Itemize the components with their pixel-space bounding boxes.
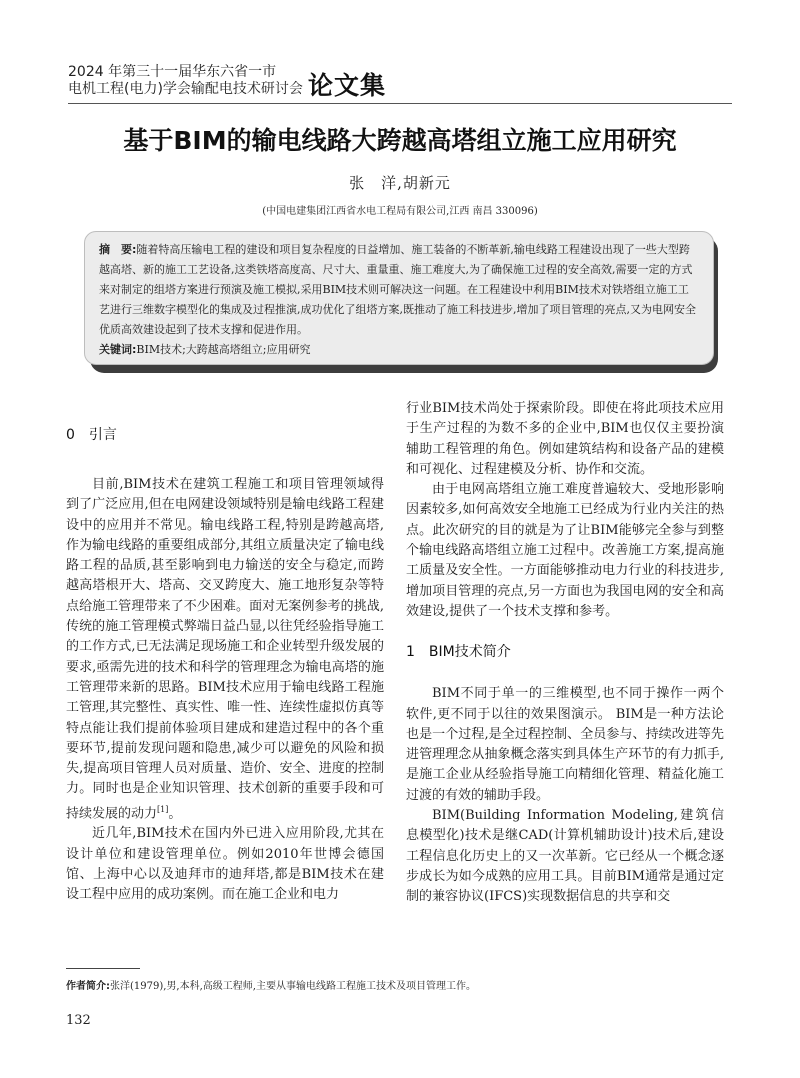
page-number: 132 bbox=[66, 1013, 91, 1028]
author-footnote bbox=[66, 977, 746, 992]
keywords-label: 关键词: bbox=[99, 343, 137, 356]
paper-title: 基于BIM的输电线路大跨越高塔组立施工应用研究 bbox=[123, 126, 677, 155]
left-column bbox=[66, 399, 384, 906]
body-paragraph: 近几年,BIM技术在国内外已进入应用阶段,尤其在设计单位和建设管理单位。例如2010年世博会德国馆、上海中心以及迪拜市的迪拜塔,都是BIM技术在建设工程中应用的成功案例。而在施工企业和电力 bbox=[66, 826, 384, 903]
abstract-box bbox=[84, 231, 714, 365]
footnote-label: 作者简介: bbox=[66, 981, 110, 992]
conference-line-2: 电机工程(电力)学会输配电技术研讨会 bbox=[68, 81, 303, 97]
body-paragraph: 行业BIM技术尚处于探索阶段。即使在将此项技术应用于生产过程的为数不多的企业中,BIM也仅仅主要扮演辅助工程管理的角色。例如建筑结构和设备产品的建模和可视化、过程建模及分析、协作和交流。 bbox=[406, 401, 724, 477]
paragraph-end: 。 bbox=[168, 806, 182, 822]
conference-name bbox=[68, 64, 303, 98]
section-heading-introduction: 0 引言 bbox=[66, 427, 117, 443]
keywords-line bbox=[99, 340, 699, 360]
paragraph-text: 目前,BIM技术在建筑工程施工和项目管理领域得到了广泛应用,但在电网建设领域特别是输电线路工程建设中的应用并不常见。输电线路工程,特别是跨越高塔,作为输电线路的重要组成部分,其组立质量决定了输电线路工程的品质,甚至影响到电力输送的安全与稳定,而跨越高塔根开大、塔高、交叉跨度大、施工地形复杂等特点给施工管理带来了不少困难。面对无案例参考的挑战,传统的施工管理模式弊端日益凸显,以往凭经验指导施工的工作方式,已无法满足现场施工和企业转型升级发展的要求,亟需先进的技术和科学的管理理念为输电高塔的施工管理带来新的思路。BIM技术应用于输电线路工程施工管理,其完整性、真实性、唯一性、连续性虚拟仿真等特点能让我们提前体验项目建成和建造过程中的各个重要环节,提前发现问题和隐患,减少可以避免的风险和损失,提高项目管理人员对质量、造价、安全、进度的控制力。同时也是企业知识管理、技术创新的重要手段和可持续发展的动力 bbox=[66, 477, 384, 822]
abstract-label: 摘 要: bbox=[99, 243, 137, 256]
body-paragraph: BIM不同于单一的三维模型,也不同于操作一两个软件,更不同于以往的效果图演示。 BIM是一种方法论也是一个过程,是全过程控制、全员参与、持续改进等先进管理理念从抽象概念落实到具体生产环节的有力抓手,是施工企业从经验指导施工向精细化管理、精益化施工过渡的有效的辅助手段。 bbox=[406, 686, 724, 803]
abstract-paragraph bbox=[99, 240, 699, 340]
section-heading-bim-intro: 1 BIM技术简介 bbox=[406, 644, 511, 661]
proceedings-label: 论文集 bbox=[308, 71, 387, 100]
citation-ref: [1] bbox=[157, 804, 169, 814]
conference-line-1: 2024 年第三十一届华东六省一市 bbox=[68, 64, 277, 80]
abstract-text: 随着特高压输电工程的建设和项目复杂程度的日益增加、施工装备的不断革新,输电线路工程建设出现了一些大型跨越高塔、新的施工工艺设备,这类铁塔高度高、尺寸大、重量重、施工难度大,为了确保施工过程的安全高效,需要一定的方式来对制定的组塔方案进行预演及施工模拟,采用BIM技术则可解决这一问题。在工程建设中利用BIM技术对铁塔组立施工工艺进行三维数字模型化的集成及过程推演,成功优化了组塔方案,既推动了施工科技进步,增加了项目管理的亮点,又为电网安全优质高效建设起到了技术支撑和促进作用。 bbox=[99, 243, 696, 336]
footnote-rule bbox=[66, 968, 140, 969]
footnote-text: 张洋(1979),男,本科,高级工程师,主要从事输电线路工程施工技术及项目管理工作。 bbox=[110, 981, 476, 992]
body-paragraph: 由于电网高塔组立施工难度普遍较大、受地形影响因素较多,如何高效安全地施工已经成为行业内关注的热点。此次研究的目的就是为了让BIM能够完全参与到整个输电线路高塔组立施工过程中。改善施工方案,提高施工质量及安全性。一方面能够推动电力行业的科技进步,增加项目管理的亮点,另一方面也为我国电网的安全和高效建设,提供了一个技术支撑和参考。 bbox=[406, 482, 724, 619]
author-affiliation: (中国电建集团江西省水电工程局有限公司,江西 南昌 330096) bbox=[262, 206, 538, 217]
body-paragraph: BIM(Building Information Modeling,建筑信息模型化)技术是继CAD(计算机辅助设计)技术后,建设工程信息化历史上的又一次革新。它已经从一个概念逐步成长为如今成熟的应用工具。目前BIM通常是通过定制的兼容协议(IFCS)实现数据信息的共享和交 bbox=[406, 808, 724, 905]
header-rule bbox=[68, 103, 732, 104]
keywords-text: BIM技术;大跨越高塔组立;应用研究 bbox=[136, 343, 311, 356]
body-paragraph bbox=[66, 475, 384, 824]
paper-authors: 张 洋,胡新元 bbox=[349, 174, 451, 192]
right-column bbox=[406, 399, 724, 908]
